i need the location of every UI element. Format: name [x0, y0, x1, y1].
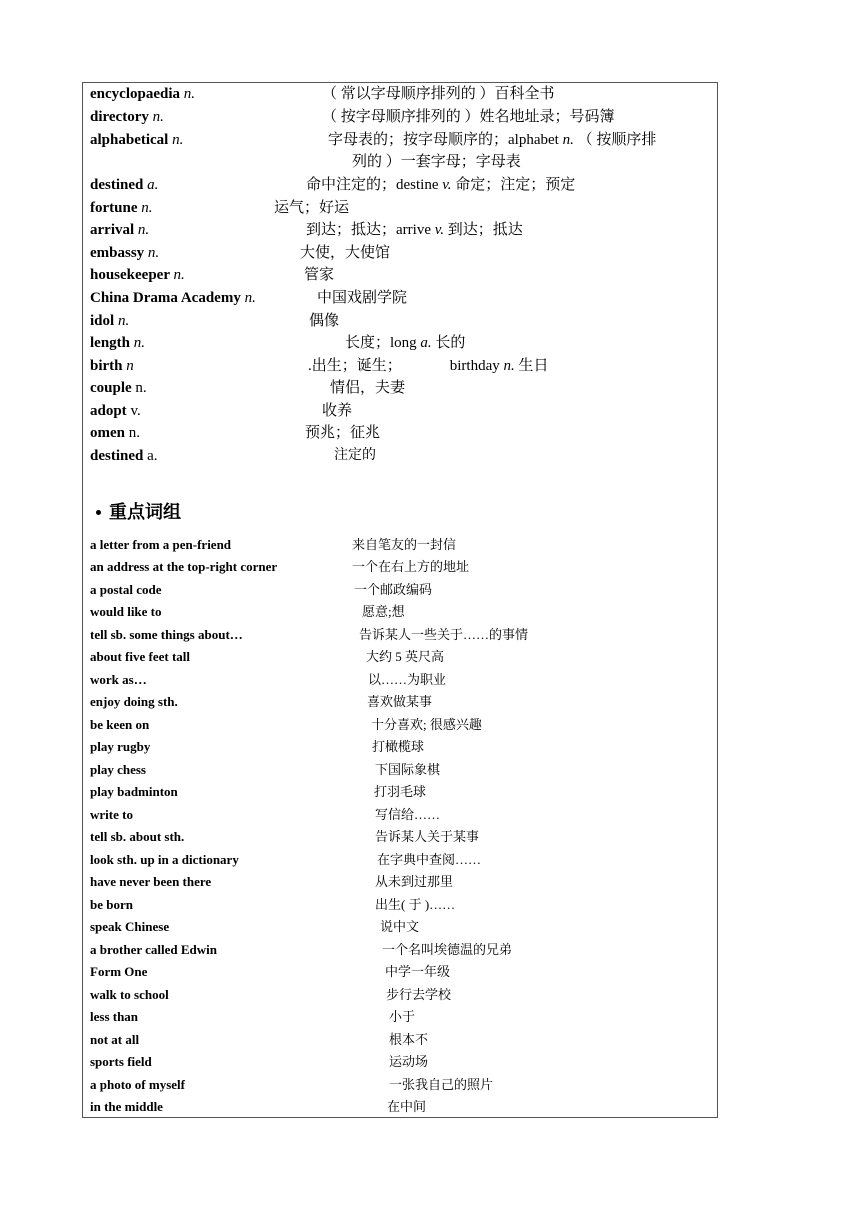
vocab-word: embassy n.	[90, 245, 160, 261]
vocab-word: housekeeper n.	[90, 267, 185, 283]
phrase-en: an address at the top-right corner	[90, 559, 278, 574]
phrase-en: would like to	[90, 604, 162, 619]
phrase-en: have never been there	[90, 874, 212, 889]
phrase-en: tell sb. some things about…	[90, 627, 243, 642]
phrase-en: enjoy doing sth.	[90, 694, 178, 709]
phrase-zh: 告诉某人关于某事	[375, 829, 480, 844]
phrase-zh: 说中文	[380, 919, 420, 934]
bullet-icon	[96, 510, 101, 515]
phrase-en: a brother called Edwin	[90, 942, 218, 957]
vocab-definition: （ 常以字母顺序排列的 ）百科全书	[322, 86, 555, 102]
vocab-definition: 中国戏剧学院	[317, 290, 408, 306]
phrase-zh: 十分喜欢; 很感兴趣	[371, 717, 482, 732]
phrase-en: less than	[90, 1009, 139, 1024]
phrase-en: play rugby	[90, 739, 151, 754]
phrase-zh: 在中间	[387, 1099, 427, 1114]
phrase-en: play chess	[90, 762, 146, 777]
phrase-en: speak Chinese	[90, 919, 170, 934]
vocab-definition: 命中注定的；destine v. 命定；注定；预定	[306, 177, 576, 193]
phrase-zh: 告诉某人一些关于……的事情	[359, 627, 529, 642]
phrase-zh: 下国际象棋	[375, 762, 441, 777]
phrase-en: work as…	[90, 672, 147, 687]
phrase-en: a postal code	[90, 582, 162, 597]
phrase-zh: 大约 5 英尺高	[366, 649, 445, 664]
phrase-zh: 打橄榄球	[372, 739, 425, 754]
phrase-zh: 步行去学校	[386, 987, 452, 1002]
vocab-word: directory n.	[90, 109, 164, 125]
vocab-word: fortune n.	[90, 200, 153, 216]
phrase-zh: 以……为职业	[368, 672, 447, 687]
phrase-en: a letter from a pen-friend	[90, 537, 232, 552]
vocab-word: destined a.	[90, 177, 159, 193]
phrase-zh: 运动场	[389, 1054, 429, 1069]
phrase-zh: 一个邮政编码	[354, 582, 433, 597]
phrase-en: walk to school	[90, 987, 169, 1002]
phrase-en: be born	[90, 897, 133, 912]
phrase-zh: 从未到过那里	[375, 874, 454, 889]
phrase-zh: 愿意;想	[362, 604, 405, 619]
phrase-en: Form One	[90, 964, 148, 979]
vocab-word: encyclopaedia n.	[90, 86, 195, 102]
vocab-definition: 预兆；征兆	[305, 425, 381, 441]
phrase-zh: 小于	[389, 1009, 416, 1024]
vocab-definition: 管家	[304, 267, 335, 283]
phrase-zh: 写信给……	[375, 807, 441, 822]
vocab-word: destined a.	[90, 448, 158, 464]
phrase-zh: 出生( 于 )……	[375, 897, 456, 912]
phrase-en: sports field	[90, 1054, 152, 1069]
phrase-zh: 来自笔友的一封信	[352, 537, 457, 552]
phrase-en: be keen on	[90, 717, 150, 732]
vocab-definition: 情侣，夫妻	[330, 380, 406, 396]
vocab-word: adopt v.	[90, 403, 141, 419]
vocab-definition: 大使，大使馆	[300, 245, 391, 261]
phrase-en: about five feet tall	[90, 649, 191, 664]
phrase-zh: 根本不	[389, 1032, 429, 1047]
vocab-word: idol n.	[90, 313, 130, 329]
vocab-word: birth n	[90, 358, 134, 374]
vocab-definition: 长度；long a. 长的	[345, 335, 466, 351]
vocab-definition: 字母表的；按字母顺序的；alphabet n. （ 按顺序排	[328, 132, 657, 148]
section-title: 重点词组	[96, 498, 181, 524]
vocab-definition: 到达；抵达；arrive v. 到达；抵达	[306, 222, 523, 238]
vocab-word: China Drama Academy n.	[90, 290, 256, 306]
vocab-definition: 注定的	[334, 448, 376, 463]
phrase-en: look sth. up in a dictionary	[90, 852, 239, 867]
phrase-zh: 一张我自己的照片	[389, 1077, 494, 1092]
vocab-word: couple n.	[90, 380, 147, 396]
phrase-en: a photo of myself	[90, 1077, 185, 1092]
phrase-en: play badminton	[90, 784, 178, 799]
phrase-zh: 在字典中查阅……	[377, 852, 482, 867]
vocab-word: length n.	[90, 335, 146, 351]
vocab-definition-continued: 列的 ）一套字母；字母表	[352, 154, 521, 170]
vocab-definition: 收养	[322, 403, 353, 419]
phrase-zh: 一个在右上方的地址	[352, 559, 470, 574]
vocab-definition: （ 按字母顺序排列的 ）姓名地址录；号码簿	[322, 109, 615, 125]
phrase-en: not at all	[90, 1032, 140, 1047]
vocab-word: arrival n.	[90, 222, 150, 238]
vocab-definition: .出生；诞生； birthday n. 生日	[308, 358, 549, 374]
phrase-en: in the middle	[90, 1099, 163, 1114]
phrase-en: write to	[90, 807, 133, 822]
phrase-zh: 打羽毛球	[374, 784, 427, 799]
phrase-zh: 中学一年级	[385, 964, 451, 979]
vocab-word: alphabetical n.	[90, 132, 184, 148]
phrase-en: tell sb. about sth.	[90, 829, 185, 844]
vocab-definition: 运气；好运	[274, 200, 350, 216]
phrase-zh: 一个名叫埃德温的兄弟	[382, 942, 513, 957]
phrase-zh: 喜欢做某事	[367, 694, 433, 709]
vocab-word: omen n.	[90, 425, 140, 441]
vocab-definition: 偶像	[309, 313, 340, 329]
